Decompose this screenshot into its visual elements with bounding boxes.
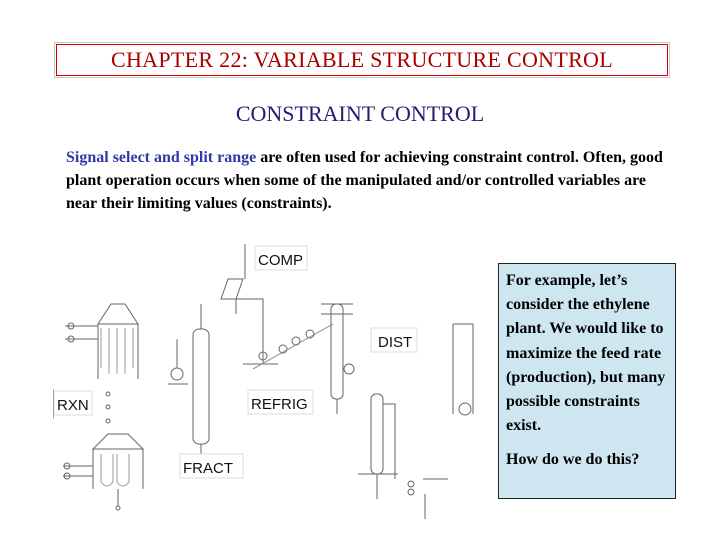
ethylene-plant-diagram (53, 244, 498, 524)
section-title: CONSTRAINT CONTROL (235, 101, 485, 126)
intro-text: are often used for achieving constraint control. Often, good plant operation occurs when some of the manipulated and/or controlled variables are near their limiting values (constraints). (66, 149, 663, 212)
intro-paragraph (66, 146, 674, 215)
label-refrig: REFRIG (251, 396, 308, 413)
intro-highlight: Signal select and split range (66, 149, 257, 166)
label-dist: DIST (378, 334, 413, 351)
callout-question: How do we do this? (506, 451, 640, 469)
example-callout-box (498, 263, 676, 499)
chapter-title-box (54, 42, 670, 78)
label-fract: FRACT (183, 460, 233, 477)
callout-body: For example, let’s consider the ethylene plant. We would like to maximize the feed rate (production), but many possible constraints exist. (506, 272, 666, 435)
chapter-title: CHAPTER 22: VARIABLE STRUCTURE CONTROL (111, 47, 613, 72)
label-comp: COMP (258, 252, 303, 269)
label-rxn: RXN (57, 397, 89, 414)
